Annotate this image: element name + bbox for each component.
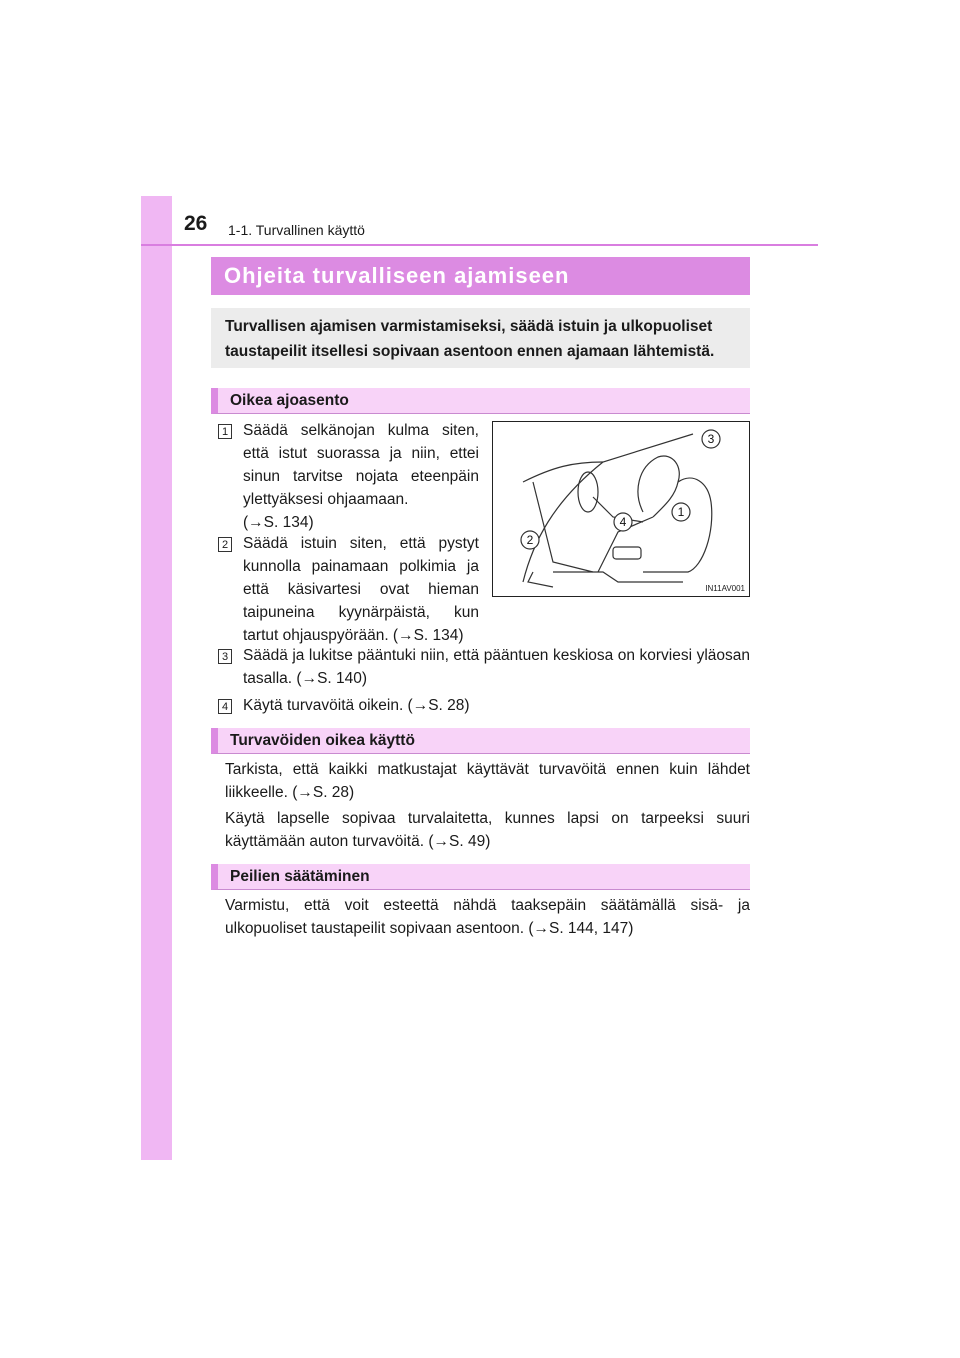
seatbelt-paragraph-2: Käytä lapselle sopivaa turvalaitetta, kunnes lapsi on tarpeeksi suuri käyttämään auton turvavöitä. (→S. 49)	[225, 810, 750, 850]
page-number: 26	[184, 212, 208, 235]
list-item-1	[243, 419, 479, 534]
item-number-1: 1	[218, 424, 232, 439]
list-item-4: Käytä turvavöitä oikein. (→S. 28)	[243, 697, 470, 714]
item-number-4: 4	[218, 699, 232, 714]
figure-code: IN11AV001	[705, 584, 745, 593]
callout-label-1: 1	[677, 505, 685, 519]
list-item-1-ref: (→S. 134)	[243, 514, 314, 531]
page-title: Ohjeita turvalliseen ajamiseen	[211, 257, 750, 295]
seat-position-illustration	[492, 421, 750, 597]
section-heading-mirrors: Peilien säätäminen	[211, 864, 750, 890]
item-number-3: 3	[218, 649, 232, 664]
intro-box: Turvallisen ajamisen varmistamiseksi, säädä istuin ja ulkopuoliset taustapeilit itsellesi sopivaan asentoon ennen ajamaan lähtemistä.	[211, 308, 750, 368]
mirrors-paragraph-1: Varmistu, että voit esteettä nähdä taaksepäin säätämällä sisä- ja ulkopuoliset taustapeilit sopivaan asentoon. (→S. 144, 147)	[225, 897, 750, 937]
list-item-2: Säädä istuin siten, että pystyt kunnolla painamaan polkimia ja että käsivartesi ovat hieman taipuneina kyynärpäistä, kun tartut ohjauspyörään. (→S. 134)	[243, 535, 479, 644]
callout-label-3: 3	[707, 432, 715, 446]
item-number-2: 2	[218, 537, 232, 552]
seatbelt-paragraph-1: Tarkista, että kaikki matkustajat käyttävät turvavöitä ennen kuin lähdet liikkeelle. (→S. 28)	[225, 761, 750, 801]
header-divider	[141, 244, 818, 246]
section-heading-seatbelts: Turvavöiden oikea käyttö	[211, 728, 750, 754]
chapter-title: 1-1. Turvallinen käyttö	[228, 222, 365, 238]
driver-seat-figure	[493, 422, 749, 596]
section-heading-driving-position: Oikea ajoasento	[211, 388, 750, 414]
list-item-1-text: Säädä selkänojan kulma siten, että istut suorassa ja niin, ettei sinun tarvitse nojata eteenpäin ylettyäksesi ohjaamaan.	[243, 422, 479, 508]
callout-label-2: 2	[526, 533, 534, 547]
list-item-3: Säädä ja lukitse pääntuki niin, että pääntuen keskiosa on korviesi yläosan tasalla. (→S. 140)	[243, 647, 750, 687]
page-side-tab	[141, 196, 172, 1160]
callout-label-4: 4	[619, 515, 627, 529]
